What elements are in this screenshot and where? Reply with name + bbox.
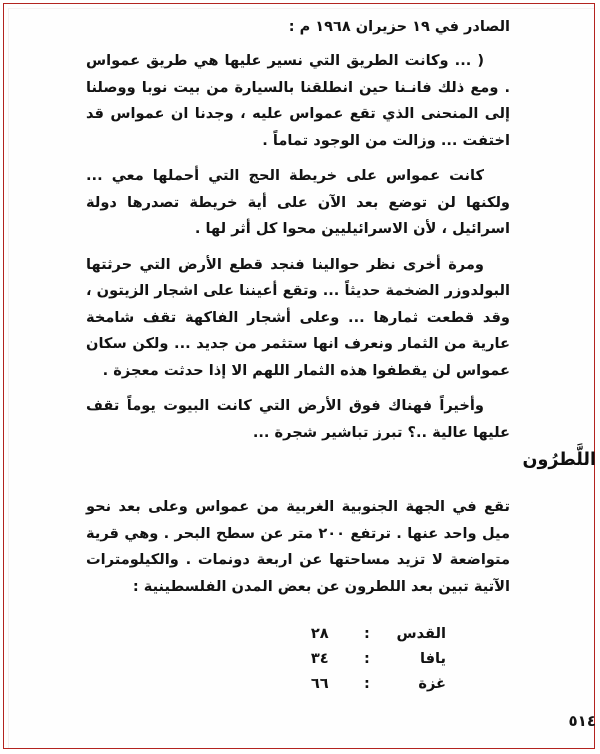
distance-table-body xyxy=(271,621,446,696)
distance-table xyxy=(271,621,446,696)
source-citation-line: الصادر في ١٩ حزيران ١٩٦٨ م : xyxy=(288,19,510,35)
distance-row-value: ٦٦ xyxy=(310,675,329,692)
table-row xyxy=(271,646,446,671)
paragraph-3: ومرة أخرى نظر حوالينا فنجد قطع الأرض التي حرثتها البولدوزر الضخمة حديثاً ... وتقع أعيننا على اشجار الزيتون ، وقد قطعت ثمارها ... وعلى أشجار الفاكهة تقف شامخة عارية من الثمار ونعرف انها ستثمر من جديد ... ولكن سكان عمواس لن يقطفوا هذه الثمار اللهم الا إذا حدثت معجزة . xyxy=(86,255,510,379)
quoted-text-block xyxy=(86,48,510,455)
scanned-page-body xyxy=(4,4,596,750)
distance-row-value: ٣٤ xyxy=(310,650,329,667)
page-border-frame xyxy=(3,3,595,749)
table-row xyxy=(271,671,446,696)
paragraph-1: ( ... وكانت الطريق التي نسير عليها هي طريق عمواس . ومع ذلك فانـنا حين انطلقنا بالسيارة من بيت نوبا ووصلنا إلى المنحنى الذي تقع عمواس عليه ، وجدنا ان عمواس قد اختفت ... وزالت من الوجود تماماً . xyxy=(86,52,510,149)
table-row xyxy=(271,621,446,646)
section-body-block xyxy=(86,494,510,600)
distance-row-separator: : xyxy=(363,650,370,667)
section-heading-latrun: اللَّطرُون xyxy=(522,450,596,470)
section-body-paragraph: تقع في الجهة الجنوبية الغربية من عمواس وعلى بعد نحو ميل واحد عنها . ترتفع ٢٠٠ متر عن سطح البحر . وهي قرية متواضعة لا تزيد مساحتها عن اربعة دونمات . والكيلومترات الآتية تبين بعد اللطرون عن بعض المدن الفلسطينية : xyxy=(86,498,510,595)
distance-row-value: ٢٨ xyxy=(310,625,329,642)
distance-row-city: القدس xyxy=(396,625,446,642)
paragraph-4: وأخيراً فهناك فوق الأرض التي كانت البيوت يوماً تقف عليها عالية ..؟ تبرز تباشير شجرة ... xyxy=(86,397,510,441)
distance-row-separator: : xyxy=(363,625,370,642)
page-number-folio: ٥١٤ xyxy=(568,712,596,730)
distance-row-city: غزة xyxy=(418,675,446,692)
distance-row-city: يافا xyxy=(420,650,446,667)
distance-row-separator: : xyxy=(363,675,370,692)
paragraph-2: كانت عمواس على خريطة الحج التي أحملها معي ... ولكنها لن توضع بعد الآن على أية خريطة تصدرها دولة اسرائيل ، لأن الاسرائيليين محوا كل أثر لها . xyxy=(86,167,510,237)
